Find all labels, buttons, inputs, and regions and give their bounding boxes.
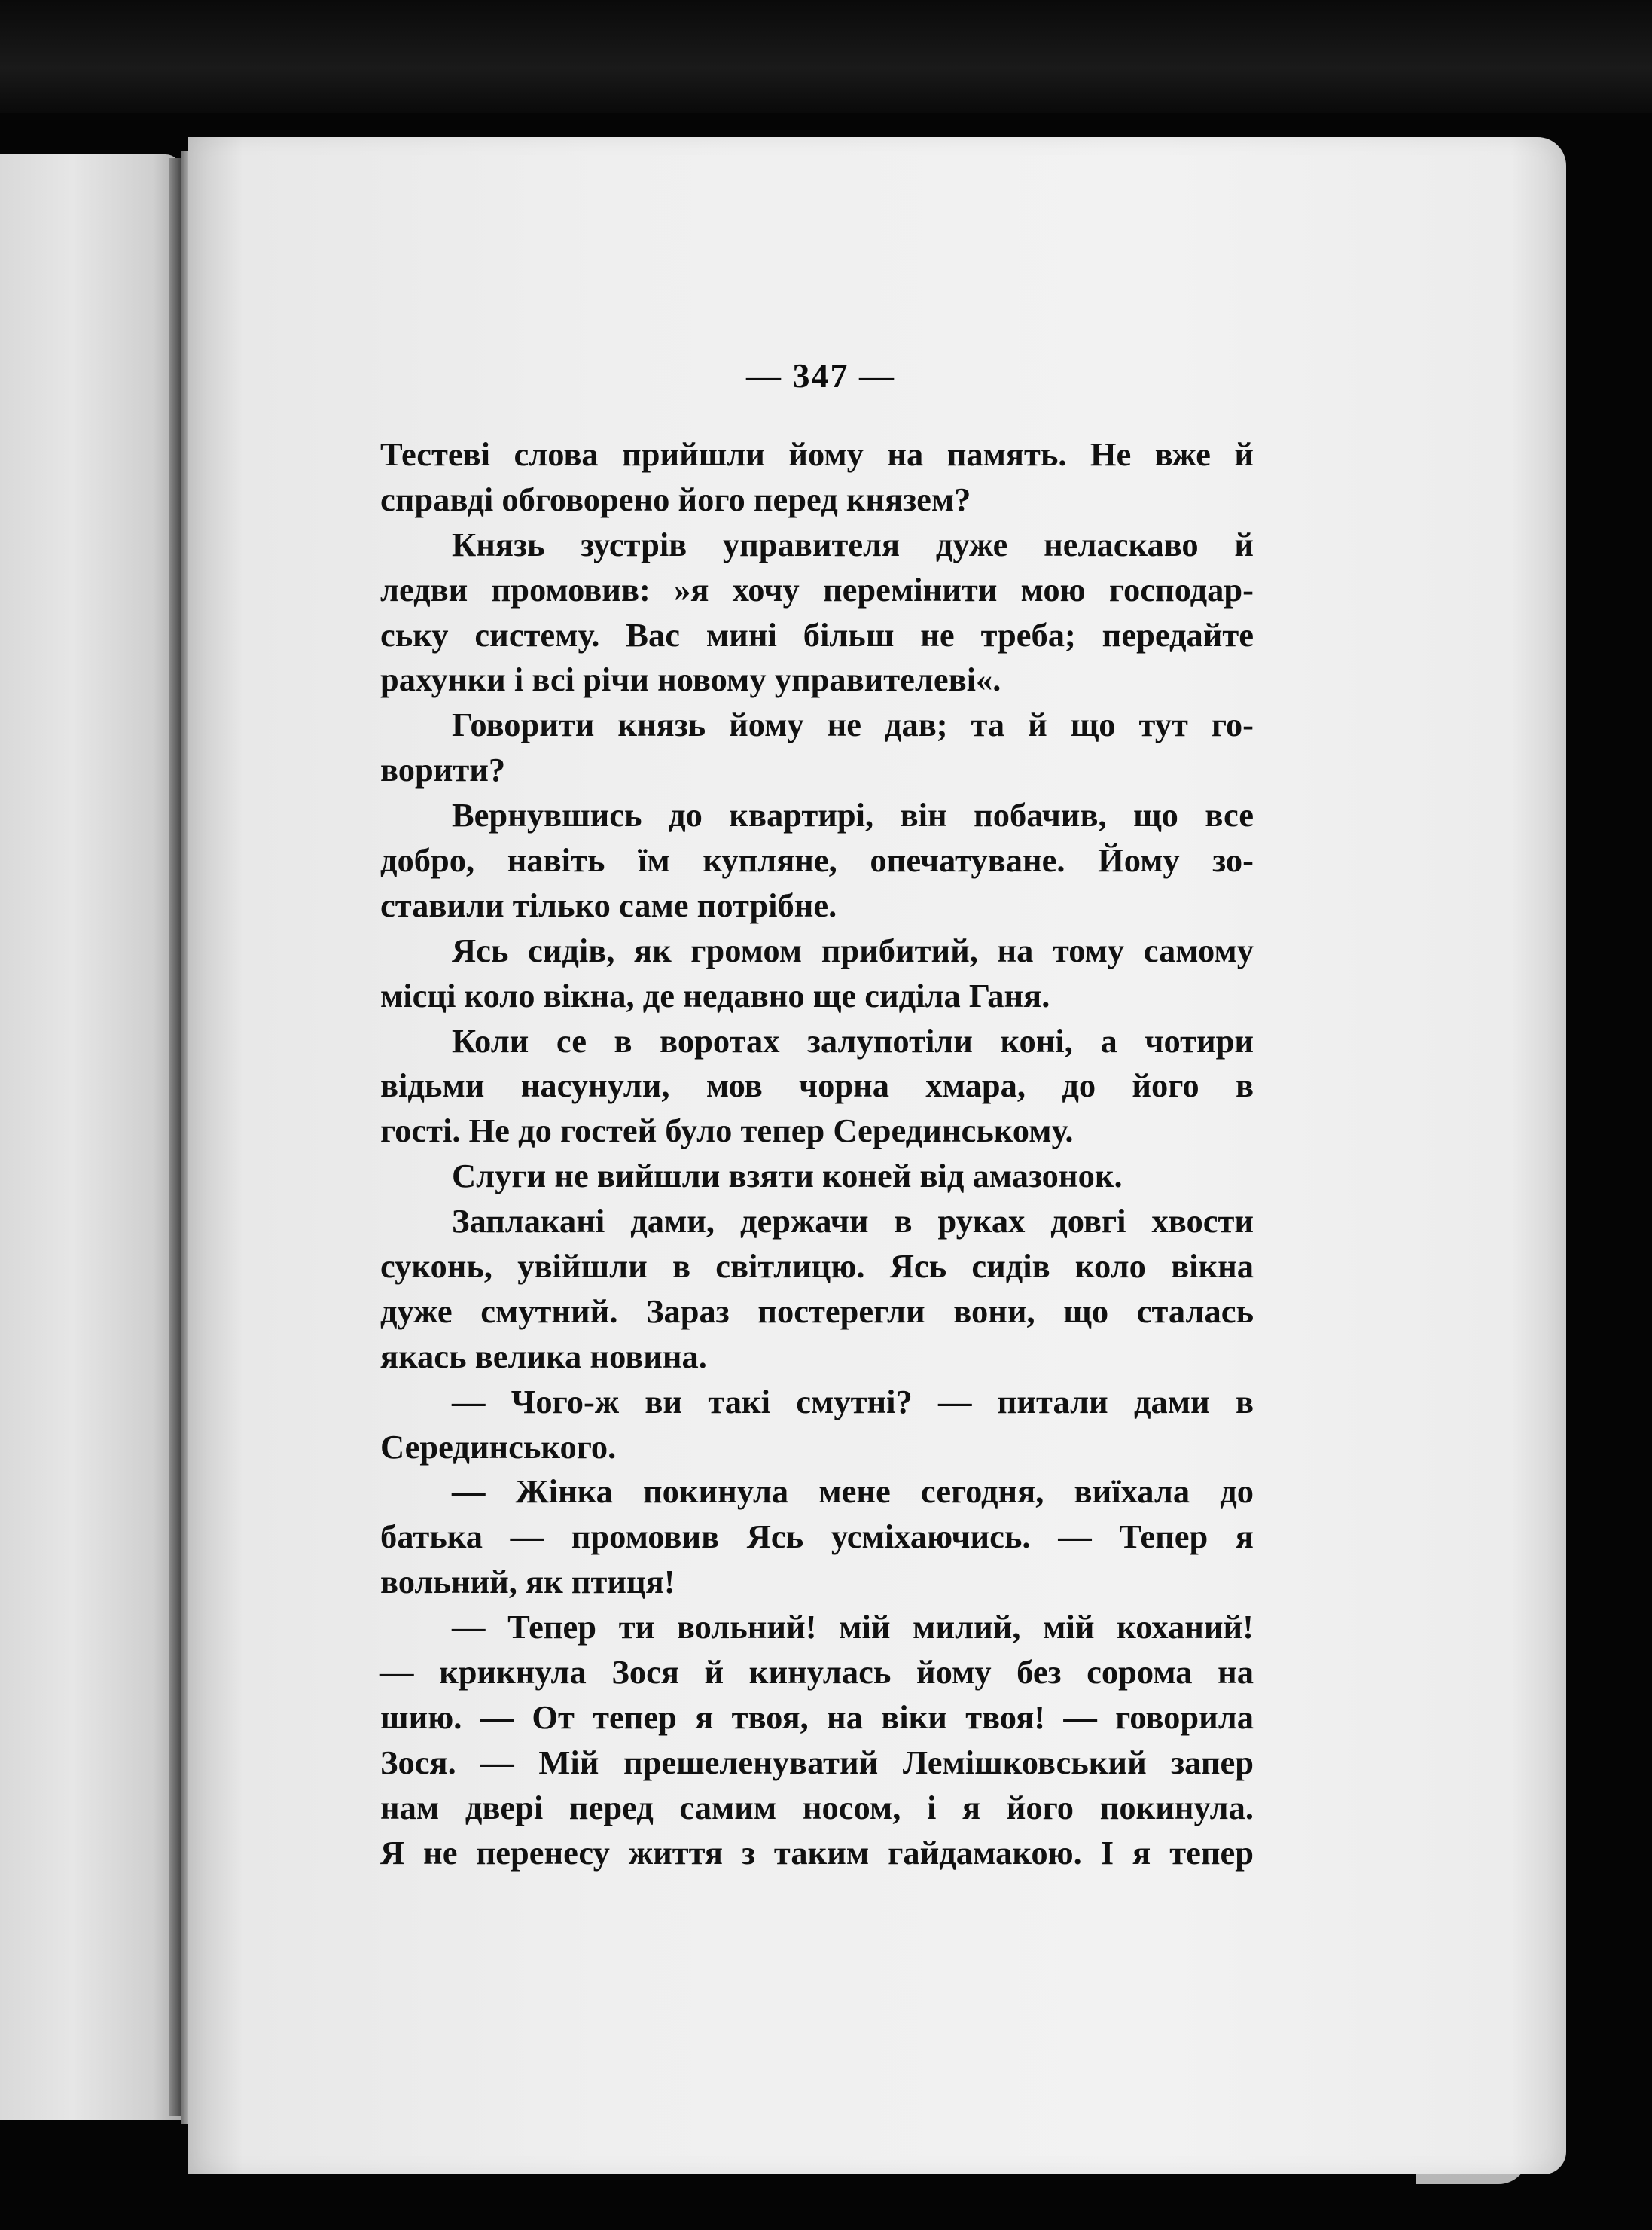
text-line: дуже смутний. Зараз постерегли вони, що сталась (380, 1292, 1254, 1330)
text-line: Тестеві слова прийшли йому на память. Не вже й (380, 435, 1254, 473)
text-line: Зося. — Мій прешеленуватий Лемішковський запер (380, 1743, 1254, 1781)
text-line: шию. — От тепер я твоя, на віки твоя! — говорила (380, 1698, 1254, 1736)
text-line: Ясь сидів, як громом прибитий, на тому самому (452, 931, 1254, 969)
left-page-edge (0, 154, 181, 2120)
text-line: — крикнула Зося й кинулась йому без сорома на (380, 1653, 1254, 1692)
text-line: Коли се в воротах залупотіли коні, а чотири (452, 1021, 1254, 1060)
page-number: — 347 — (746, 356, 895, 395)
text-line: справді обговорено його перед князем? (380, 480, 971, 518)
text-line: Вернувшись до квартирі, він побачив, що все (452, 796, 1254, 834)
text-line: місці коло вікна, де недавно ще сиділа Ганя. (380, 976, 1050, 1014)
text-line: Князь зустрів управителя дуже неласкаво й (452, 525, 1254, 563)
text-line: якась велика новина. (380, 1337, 707, 1375)
text-line: — Тепер ти вольний! мій милий, мій коханий! (452, 1608, 1254, 1646)
text-line: ворити? (380, 751, 506, 789)
text-line: батька — промовив Ясь усміхаючись. — Тепер я (380, 1518, 1254, 1556)
text-line: рахунки і всі річи новому управителеві«. (380, 660, 1001, 699)
text-line: ставили тілько саме потрібне. (380, 886, 837, 924)
text-line: ледви промовив: »я хочу перемінити мою господар- (380, 570, 1254, 609)
scan-background-top (0, 0, 1652, 113)
text-line: Заплакані дами, держачи в руках довгі хвости (452, 1202, 1254, 1240)
text-line: — Чого-ж ви такі смутні? — питали дами в (452, 1382, 1254, 1420)
text-line: Серединського. (380, 1427, 617, 1466)
page-text-block (380, 432, 1254, 1876)
text-line: Я не перенесу життя з таким гайдамакою. І я тепер (380, 1833, 1254, 1872)
text-line: Говорити князь йому не дав; та й що тут го- (452, 706, 1254, 744)
text-line: нам двері перед самим носом, і я його покинула. (380, 1788, 1254, 1826)
text-line: ську систему. Вас мині більш не треба; передайте (380, 615, 1254, 654)
text-line: — Жінка покинула мене сегодня, виїхала до (452, 1472, 1254, 1511)
text-line: гості. Не до гостей було тепер Серединському. (380, 1112, 1074, 1150)
text-line: добро, навіть їм купляне, опечатуване. Йому зо- (380, 841, 1254, 880)
text-line: відьми насунули, мов чорна хмара, до його в (380, 1066, 1254, 1105)
text-line: суконь, увійшли в світлицю. Ясь сидів коло вікна (380, 1247, 1254, 1286)
text-line: Слуги не вийшли взяти коней від амазонок. (452, 1157, 1123, 1195)
text-line: вольний, як птиця! (380, 1563, 675, 1601)
right-page (188, 137, 1566, 2174)
